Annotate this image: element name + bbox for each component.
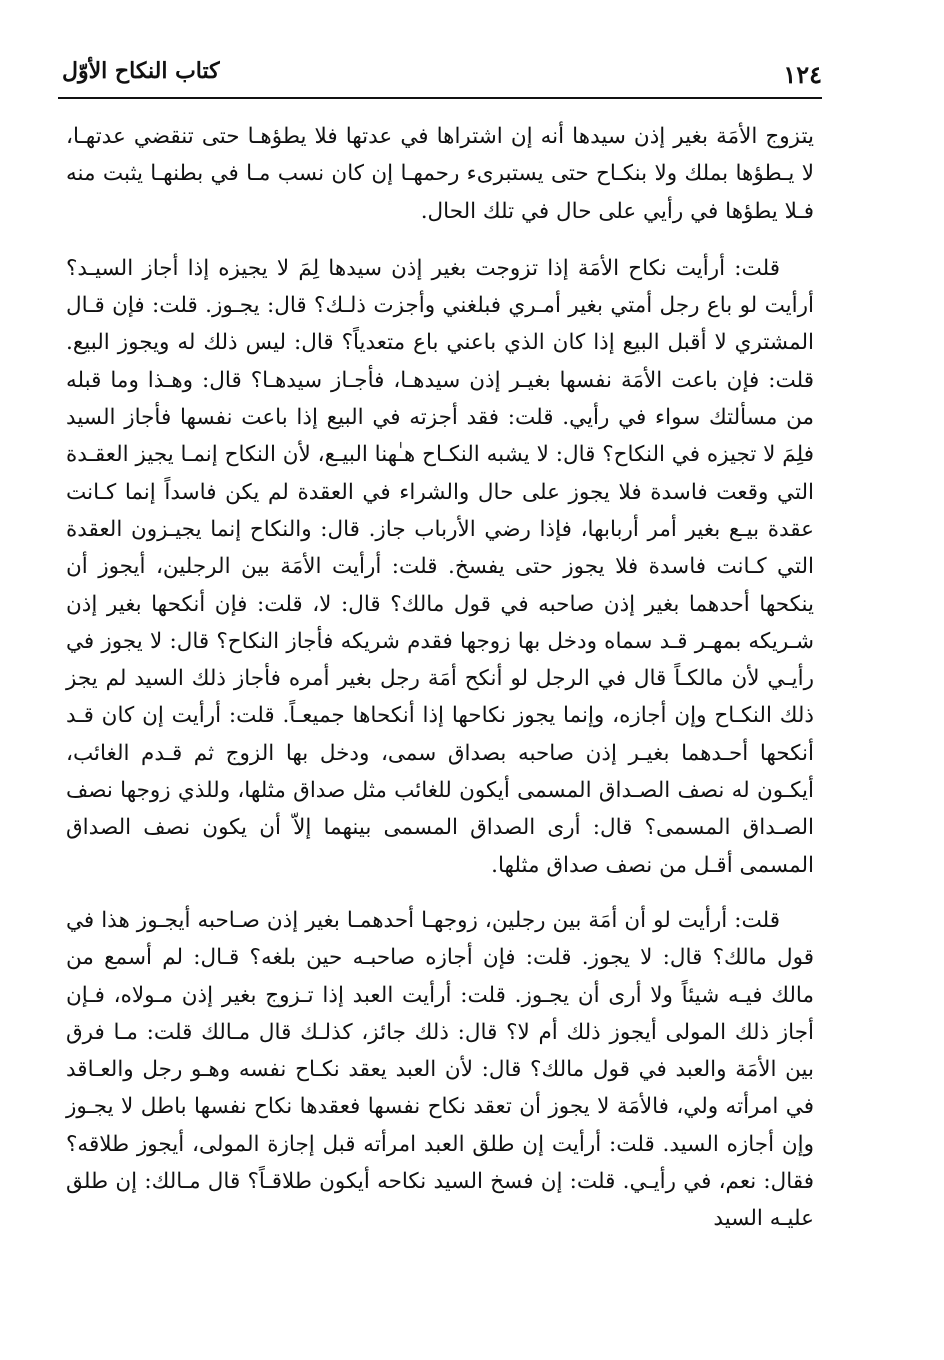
paragraph-3: قلت: أرأيت لو أن أمَة بين رجلين، زوجهـا أحدهمـا بغير إذن صـاحبه أيجـوز هذا في قول مالك؟ قال: لا يجوز. قلت: فإن أجازه صاحبـه حين بلغه؟ قـال: لم أسمع من مالك فيـه شيئاً ولا أرى أن يجـوز. قلت: أرأيت العبد إذا تـزوج بغير إذن مـولاه، فـإن أجاز ذلك المولى أيجوز ذلك أم لا؟ قال: ذلك جائز، كذلـك قال مـالك قلت: مـا فرق بين الأمَة والعبد في قول مالك؟ قال: لأن العبد يعقد نكـاح نفسه وهـو رجل والعـاقد في امرأته ولي، فالأمَة لا يجوز أن تعقد نكاح نفسها فعقدها نكاح نفسها باطل لا يجـوز وإن أجازه السيد. قلت: أرأيت إن طلق العبد امرأته قبل إجازة المولى، أيجوز طلاقه؟ فقال: نعم، في رأيـي. قلت: إن فسخ السيد نكاحه أيكون طلاقـاً؟ قال مـالك: إن طلق عليـه السيد [66,907,814,1232]
book-title: كتاب النكاح الأوّل [62,58,220,84]
paragraph-2: قلت: أرأيت نكاح الأمَة إذا تزوجت بغير إذن سيدها لِمَ لا يجيزه إذا أجاز السيـد؟ أرأيت لو باع رجل أمتي بغير أمـري فبلغني وأجزت ذلـك؟ قال: يجـوز. قلت: فإن قـال المشتري لا أقبل البيع إذا كان الذي باعني باع متعدياً؟ قال: ليس ذلك له ويجوز البيع. قلت: فإن باعت الأمَة نفسها بغيـر إذن سيدهـا، فأجـاز سيدهـا؟ قال: وهـذا وما قبله من مسألتك سواء في رأيي. قلت: فقد أجزته في البيع إذا باعت نفسها فأجاز السيد فلِمَ لا تجيزه في النكاح؟ قال: لا يشبه النكـاح هـٰهنا البيـع، لأن النكاح إنمـا يجيز العقـدة التي وقعت فاسدة فلا يجوز على حال والشراء في العقدة لم يكن فاسداً إنما كـانت عقدة بيـع بغير أمر أربابها، فإذا رضي الأرباب جاز. قال: والنكاح إنما يجيـزون العقدة التي كـانت فاسدة فلا يجوز حتى يفسخ. قلت: أرأيت الأمَة بين الرجلين، أيجوز أن ينكحها أحدهما بغير إذن صاحبه في قول مالك؟ قال: لا، قلت: فإن أنكحها بغير إذن شـريكه بمهـر قـد سماه ودخل بها زوجها فقدم شريكه فأجاز النكاح؟ قال: لا يجوز في رأيـي لأن مالكـاً قال في الرجل لو أنكح أمَة رجل بغير أمره فأجاز ذلك السيد لم يجز ذلك النكـاح وإن أجازه، وإنما يجوز نكاحها إذا أنكحاها جميعـاً. قلت: أرأيت إن كان قـد أنكحها أحـدهما بغيـر إذن صاحبه بصداق سمى، ودخل بها الزوج ثم قـدم الغائب، أيكـون له نصف الصـداق المسمى أيكون للغائب مثل صداق مثلها، وللذي زوجها نصف الصـداق المسمى؟ قال: أرى الصداق المسمى بينهما إلاّ أن يكون نصف الصداق المسمى أقـل من نصف صداق مثلها. [66,255,814,878]
header-divider [58,97,822,99]
page-body [66,118,814,1238]
page-number: ١٢٤ [783,60,822,89]
paragraph-1: يتزوج الأمَة بغير إذن سيدها أنه إن اشتراها في عدتها فلا يطؤهـا حتى تنقضي عدتهـا، لا يـطؤها بملك ولا بنكـاح حتى يستبرىء رحمهـا إن كان نسب مـا في بطنهـا يثبت منه فـلا يطؤها في رأيي على حال في تلك الحال. [66,124,814,224]
page-header [62,52,822,96]
